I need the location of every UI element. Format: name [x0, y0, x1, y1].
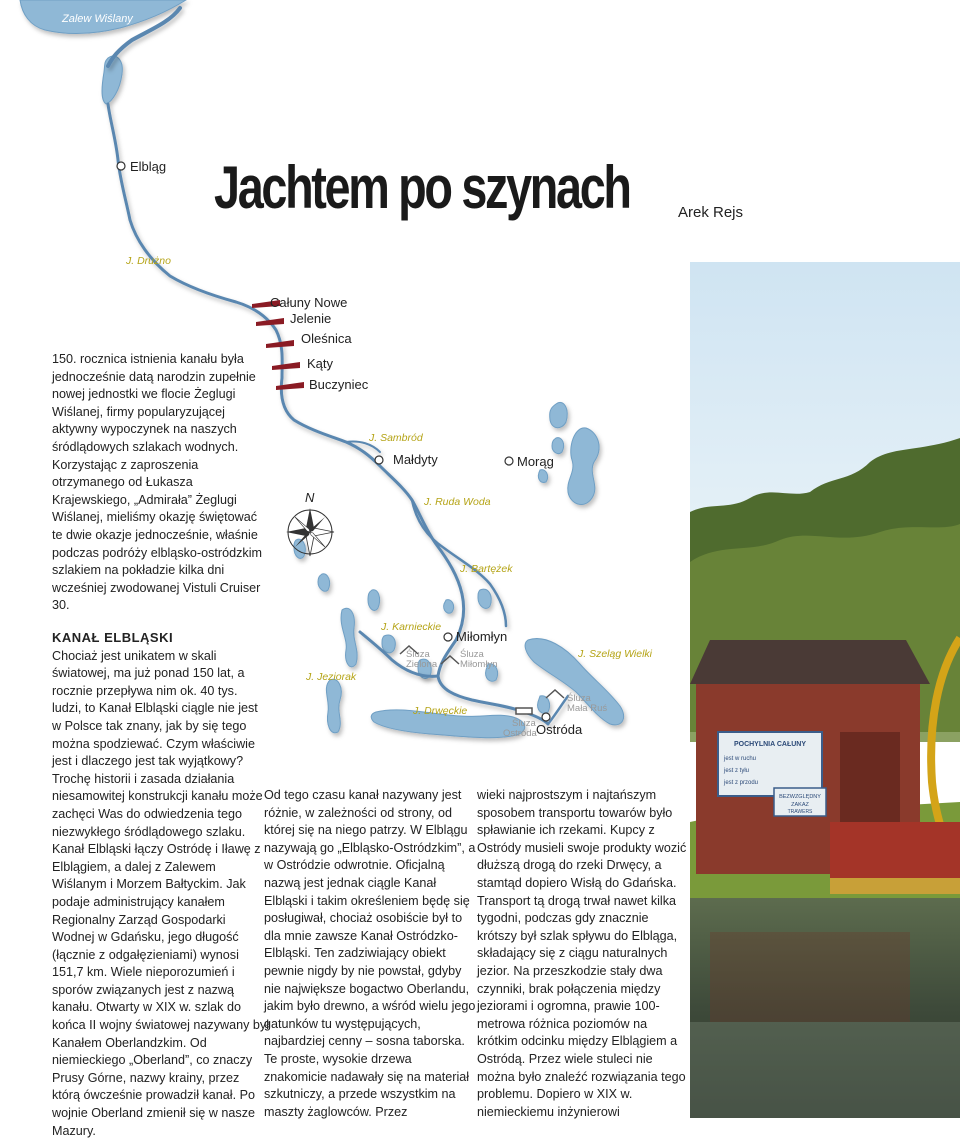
label-szelag-wielki: J. Szeląg Wielki	[578, 648, 653, 660]
lock-ostroda-icon	[516, 708, 532, 714]
label-bartezek: J. Bartężek	[460, 563, 513, 575]
label-caluny-nowe: Całuny Nowe	[270, 295, 348, 310]
label-maldyty: Małdyty	[393, 452, 438, 467]
lake-small-9	[444, 600, 454, 614]
label-druzno: J. Drużno	[126, 255, 171, 267]
label-sluza-zielona-2: Zielona	[406, 659, 438, 670]
elblag-marker	[117, 162, 125, 170]
photo-red-machine	[830, 822, 960, 882]
label-jelenie: Jelenie	[290, 311, 332, 326]
lake-druzno	[102, 56, 122, 104]
label-olesnica: Oleśnica	[301, 331, 352, 346]
milomlyn-marker	[444, 633, 452, 641]
label-sluza-milomlyn-1: Śluza	[460, 649, 484, 660]
label-sluza-ostroda-2: Ostróda	[503, 728, 537, 739]
column-1-text: Chociaż jest unikatem w skali światowej, ma już ponad 150 lat, a rocznie przepływa nim ok. 40 tys. ludzi, to Kanał Elbląski ciągle nie jest w Polsce tak znany, jak by się tego można spodziewać. Czym właściwie jest i dlaczego jest tak wyjątkowy? Trochę historii i zasada działania niesamowitej konstrukcji kanału może zachęci Was do odwiedzenia tego niezwykłego śródlądowego szlaku. Kanał Elbląski łączy Ostródę i Iławę z Elblągiem, a dalej z Zalewem Wiślanym i Morzem Bałtyckim. Jak podaje administrujący kanałem Regionalny Zarząd Gospodarki Wodnej w Gdańsku, jego długość (łącznie z odgałęzieniami) wynosi 151,7 km. Wiele nieporozumień i sporów związanych jest z nazwą kanału. Otwarty w XIX w. szlak do końca II wojny światowej nazywany był Kanałem Oberlandzkim. Od niemieckiego „Oberland”, co znaczy Prusy Górne, nazwy krainy, przez którą ówcześnie prowadził kanał. Po wojnie Oberland zmienił się w nasze Mazury.	[52, 648, 269, 1138]
label-katy: Kąty	[307, 356, 334, 371]
photo-sign-title: POCHYLNIA CAŁUNY	[733, 741, 807, 748]
article-title: Jachtem po szynach	[214, 154, 630, 221]
photo-sign-2-line-3: TRAWERS	[787, 809, 813, 815]
pochylnia-marker	[272, 362, 300, 370]
lake-narie	[550, 402, 568, 427]
label-sluza-milomlyn-2: Miłomłyn	[460, 659, 498, 670]
article-column-1	[52, 629, 270, 1140]
photo-sign-row-2: jest z tyłu	[724, 768, 750, 774]
photo-reflection	[710, 932, 910, 1022]
label-ruda-woda: J. Ruda Woda	[424, 496, 491, 508]
label-ostroda: Ostróda	[536, 722, 583, 737]
lake-small-8	[478, 589, 491, 608]
label-drweckie: J. Drwęckie	[413, 705, 468, 717]
article-intro: 150. rocznica istnienia kanału była jednocześnie datą narodzin zupełnie nowej jednostki we flocie Żeglugi Wiślanej, firmy popularyzującej aktywny wypoczynek na naszych śródlądowych szlakach wodnych. Korzystając z zaproszenia otrzymanego od Łukasza Krajewskiego, „Admirała” Żeglugi Wiślanej, mieliśmy okazję świętować te dwie okazje jednocześnie, właśnie podczas podróży elbląsko-ostródzkim szlakiem na pokładzie kilka dni wcześniej zwodowanej Vistuli Cruiser 30.	[52, 352, 262, 613]
article-column-2: Od tego czasu kanał nazywany jest różnie, w zależności od strony, od której się na niego patrzy. W Elblągu nazywają go „Elbląsko-Ostródzkim”, a w Ostródzie odwrotnie. Oficjalną nazwą jest jednak ciągle Kanał Elbląski i takim określeniem będę się posługiwał, chociaż osobiście był to dla mnie zawsze Kanał Ostródzko-Elbląski. Ten zadziwiający obiekt pewnie nigdy by nie powstał, gdyby nie największe bogactwo Oberlandu, jakim było drewno, a wśród wielu jego gatunków tu występujących, najbardziej cenny – sosna taborska. Te proste, wysokie drzewa znakomicie nadawały się na materiał szkutniczy, a przede wszystkim na maszty żaglowców. Przez	[264, 788, 476, 1119]
maldyty-marker	[375, 456, 383, 464]
label-milomlyn: Miłomłyn	[456, 629, 508, 644]
label-sluza-mala-rus-2: Mała Ruś	[567, 703, 608, 714]
photo-cart	[830, 878, 960, 894]
photo-reflection-sky	[690, 1022, 960, 1118]
label-sluza-zielona-1: Śluza	[406, 649, 430, 660]
photo-sign-row-1: jest w ruchu	[724, 756, 757, 762]
label-jeziorak: J. Jeziorak	[306, 671, 357, 683]
label-sluza-mala-rus-1: Śluza	[567, 693, 591, 704]
ostroda-marker	[542, 713, 550, 721]
lock-mala-rus-icon	[546, 690, 564, 698]
photo-building-roof	[690, 640, 930, 684]
section-heading: KANAŁ ELBLĄSKI	[52, 630, 174, 645]
compass-n-label: N	[305, 490, 315, 505]
morag-marker	[505, 457, 513, 465]
photo-building-door	[840, 732, 900, 822]
lake-jeziorak	[341, 608, 357, 667]
lake-small-4	[318, 574, 330, 592]
lake-small-2	[368, 590, 380, 611]
label-morag: Morąg	[517, 454, 554, 469]
canal-to-szelag	[548, 696, 568, 724]
lake-morag-east	[568, 428, 599, 505]
label-karnieckie: J. Karnieckie	[381, 621, 442, 633]
lake-jeziorak-2	[326, 679, 341, 733]
canal-photo	[690, 262, 960, 1118]
lake-morag-east-2	[552, 438, 564, 454]
article-author: Arek Rejs	[678, 204, 744, 221]
label-buczyniec: Buczyniec	[309, 377, 369, 392]
compass-rose-icon	[286, 508, 334, 556]
lake-small-1	[538, 470, 547, 483]
photo-sign-2-line-1: BEZWZGLĘDNY	[779, 794, 821, 800]
lake-karnieckie	[382, 635, 395, 653]
label-zalew: Zalew Wiślany	[62, 13, 133, 25]
photo-sign-2-line-2: ZAKAZ	[791, 802, 809, 808]
label-elblag: Elbląg	[130, 159, 167, 174]
article-column-3: wieki najprostszym i najtańszym sposobem transportu towarów było spławianie ich rzekami. Kupcy z Ostródy musieli swoje produkty wozić dłuższą drogą do rzeki Drwęcy, a stamtąd dopiero Wisłą do Gdańska. Transport tą drogą trwał nawet kilka tygodni, podczas gdy znacznie krótszy był szlak spływu do Elbląga, składający się z ciągu naturalnych jezior. Na przeszkodzie stały dwa czynniki, brak połączenia między jeziorami i ogromna, prawie 100-metrowa różnica poziomów na krótkim odcinku między Elblągiem a Ostródą. Przez wiele stuleci nie można było znaleźć rozwiązania tego problemu. Dopiero w XIX w. niemieckiemu inżynierowi	[477, 788, 687, 1119]
label-sluza-ostroda-1: Śluza	[512, 718, 536, 729]
pochylnia-marker	[256, 318, 284, 326]
photo-sign-row-3: jest z przodu	[724, 780, 759, 786]
lake-small-7	[538, 696, 550, 714]
label-sambrod: J. Sambród	[369, 432, 423, 444]
